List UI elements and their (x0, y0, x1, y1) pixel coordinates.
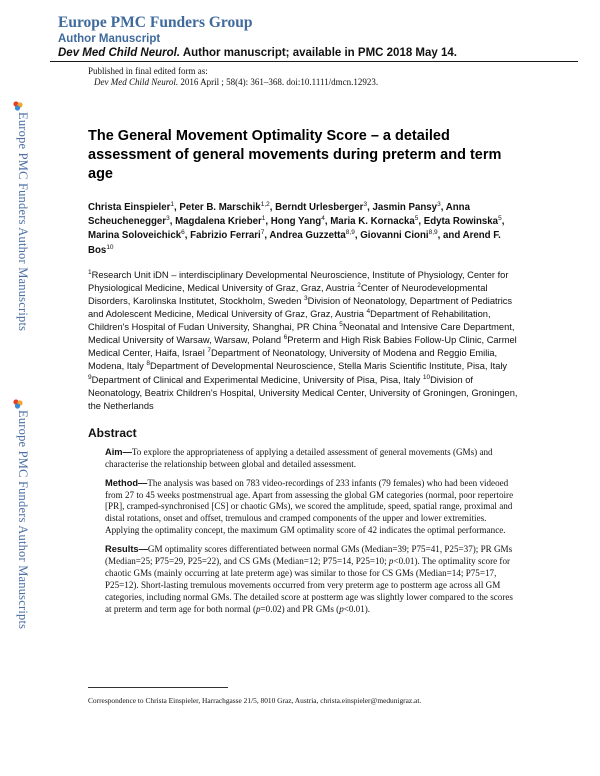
affiliation-text: Center of Neurodevelopmental Disorders, Karolinska Institutet, Stockholm, Sweden (88, 282, 488, 306)
manuscript-header (58, 14, 578, 61)
results-text-2: <0.01). The optimality score for chaotic GMs (mainly occurring at late preterm age) was similar to those for CS GMs (Median=14; P75=17, P25=12). Short-lasting tremulous movements occurred from very preterm age to postterm age across all GM categories, including normal GMs. The detailed score at postterm age was slightly lower compared to the scores at preterm and term age for both normal ( (105, 556, 513, 614)
author-affiliation-sup: 3 (437, 200, 441, 208)
sidebar (0, 0, 58, 776)
author-name: Giovanni Cioni (360, 230, 429, 242)
affiliation-text: Preterm and High Risk Babies Follow-Up Clinic, Carmel Medical Center, Haifa, Israel (88, 335, 517, 359)
affiliation-number: 2 (357, 281, 361, 289)
results-label: Results— (105, 544, 148, 555)
affiliation-number: 7 (207, 347, 211, 355)
citation-journal: Dev Med Child Neurol. (94, 77, 179, 87)
affiliations (88, 269, 526, 413)
europe-pmc-logo-icon (13, 396, 23, 406)
journal-name: Dev Med Child Neurol. (58, 47, 181, 59)
citation-details: 2016 April ; 58(4): 361–368. doi:10.1111/dmcn.12923. (178, 77, 379, 87)
abstract-method (88, 478, 526, 538)
author-manuscript-label: Author Manuscript (58, 33, 161, 45)
author-separator: , (184, 230, 191, 242)
author-affiliation-sup: 5 (414, 214, 419, 222)
affiliation-text: Department of Neonatology, University of Modena and Reggio Emilia, Modena, Italy (88, 348, 498, 372)
results-p-3: p (339, 603, 344, 614)
affiliation-number: 1 (88, 268, 92, 276)
affiliation-text: Department of Clinical and Experimental Medicine, University of Pisa, Pisa, Italy (91, 374, 423, 385)
author-separator: , (501, 216, 505, 228)
published-label: Published in final edited form as: (88, 66, 208, 76)
author-name: Peter B. Marschik (179, 202, 261, 213)
author-separator: , (324, 216, 331, 228)
author-name: Magdalena Krieber (175, 216, 262, 228)
sidebar-label-bottom: Europe PMC Funders Author Manuscripts (16, 410, 30, 630)
author-affiliation-sup: 1 (170, 200, 174, 208)
abstract-heading: Abstract (88, 425, 137, 440)
author-name: Arend F. Bos (88, 230, 501, 256)
affiliation-number: 4 (366, 308, 371, 315)
results-text-4: <0.01). (343, 603, 371, 614)
affiliation-text: Division of Neonatology, Beatrix Children's Hospital, University Medical Center, University of Groningen, Groningen, the Netherlands (88, 374, 518, 411)
author-name: Christa Einspieler (88, 202, 171, 213)
author-separator: , (440, 202, 446, 213)
author-name: Anna Scheuchenegger (88, 202, 470, 228)
affiliation-number: 10 (422, 373, 431, 381)
citation-line (88, 77, 378, 88)
author-name: Marina Soloveichick (88, 230, 182, 242)
article-content (88, 127, 526, 616)
author-separator: , (265, 216, 271, 228)
author-affiliation-sup: 1 (261, 214, 266, 222)
aim-text: To explore the appropriateness of applying a detailed assessment of general movements (GMs) and characterise the relationship between global and detailed assessment. (105, 446, 493, 469)
author-separator: , (169, 216, 176, 228)
publication-info (88, 66, 378, 88)
method-label: Method— (105, 477, 148, 488)
author-separator: , and (437, 230, 463, 242)
author-affiliation-sup: 8,9 (428, 229, 438, 237)
results-text-3: =0.02) and PR GMs ( (260, 603, 340, 614)
author-separator: , (354, 230, 361, 242)
affiliation-text: Department of Developmental Neuroscience, Stella Maris Scientific Institute, Pisa, Italy (150, 361, 508, 372)
author-separator: , (418, 216, 424, 228)
author-name: Berndt Urlesberger (275, 202, 364, 213)
author-separator: , (174, 202, 180, 213)
author-name: Jasmin Pansy (372, 202, 438, 213)
europe-pmc-logo-icon (13, 98, 23, 108)
author-affiliation-sup: 4 (321, 214, 325, 222)
abstract-results (88, 544, 526, 615)
availability-text: Author manuscript; available in PMC 2018 May 14. (180, 47, 457, 59)
method-text: The analysis was based on 783 video-recordings of 233 infants (79 females) who had been videoed from 27 to 45 weeks postmenstrual age. Apart from assessing the global GM categories (normal, poor repertoire [PR], cramped-synchronised [CS] or chaotic GMs), we scored the amplitude, speed, spatial range, proximal and distal rotations, onset and offset, tremulous and cramped components of the upper and lower extremities. Applying the optimality concept, the maximum GM optimality score of 42 indicates the optimal performance. (105, 477, 514, 536)
affiliation-number: 3 (304, 294, 308, 302)
author-list (88, 201, 526, 258)
results-p-1: p (388, 556, 394, 567)
author-affiliation-sup: 5 (498, 214, 502, 222)
author-name: Maria K. Kornacka (330, 216, 415, 228)
author-affiliation-sup: 8,9 (345, 229, 355, 237)
article-title: The General Movement Optimality Score – a detailed assessment of general movements during preterm and term age (88, 128, 502, 182)
affiliation-number: 8 (146, 360, 151, 368)
affiliation-text: Department of Rehabilitation, Children's Hospital of Fudan University, Shanghai, PR China (88, 309, 491, 333)
author-name: Fabrizio Ferrari (190, 230, 261, 242)
author-separator: , (269, 202, 276, 213)
correspondence-footnote: Correspondence to Christa Einspieler, Harrachgasse 21/5, 8010 Graz, Austria, christa.einspieler@medunigraz.at. (88, 696, 422, 705)
author-affiliation-sup: 10 (106, 243, 114, 251)
footnote-divider (88, 687, 228, 688)
author-affiliation-sup: 6 (181, 229, 185, 237)
sidebar-label-top: Europe PMC Funders Author Manuscripts (16, 112, 30, 332)
affiliation-number: 6 (283, 334, 288, 342)
author-affiliation-sup: 3 (166, 214, 170, 222)
author-affiliation-sup: 3 (363, 200, 368, 208)
author-affiliation-sup: 7 (260, 229, 265, 237)
affiliation-number: 9 (88, 373, 92, 381)
author-separator: , (264, 230, 270, 242)
journal-availability-line (58, 46, 578, 61)
abstract-aim (88, 447, 526, 471)
funders-group-title: Europe PMC Funders Group (58, 14, 253, 31)
author-affiliation-sup: 1,2 (260, 200, 270, 208)
aim-label: Aim— (105, 446, 132, 457)
author-name: Hong Yang (270, 216, 322, 228)
affiliation-text: Research Unit iDN – interdisciplinary Developmental Neuroscience, Institute of Physiology, Center for Physiological Medicine, Medical University of Graz, Graz, Austria (88, 269, 509, 293)
results-p-2: p (256, 603, 261, 614)
affiliation-text: Neonatal and Intensive Care Department, Medical University of Warsaw, Warsaw, Poland (88, 322, 515, 346)
header-divider (50, 61, 578, 62)
results-text-1: GM optimality scores differentiated between normal GMs (Median=39; P75=41, P25=37); PR GMs (Median=25; P75=29, P25=22), and CS GMs (Median=12; P75=14, P25=10; (105, 544, 513, 567)
affiliation-number: 5 (339, 321, 343, 329)
affiliation-text: Division of Neonatology, Department of Pediatrics and Adolescent Medicine, Medical University of Graz, Graz, Austria (88, 296, 513, 320)
author-name: Edyta Rowinska (423, 216, 499, 228)
author-separator: , (367, 202, 373, 213)
author-name: Andrea Guzzetta (269, 230, 346, 242)
